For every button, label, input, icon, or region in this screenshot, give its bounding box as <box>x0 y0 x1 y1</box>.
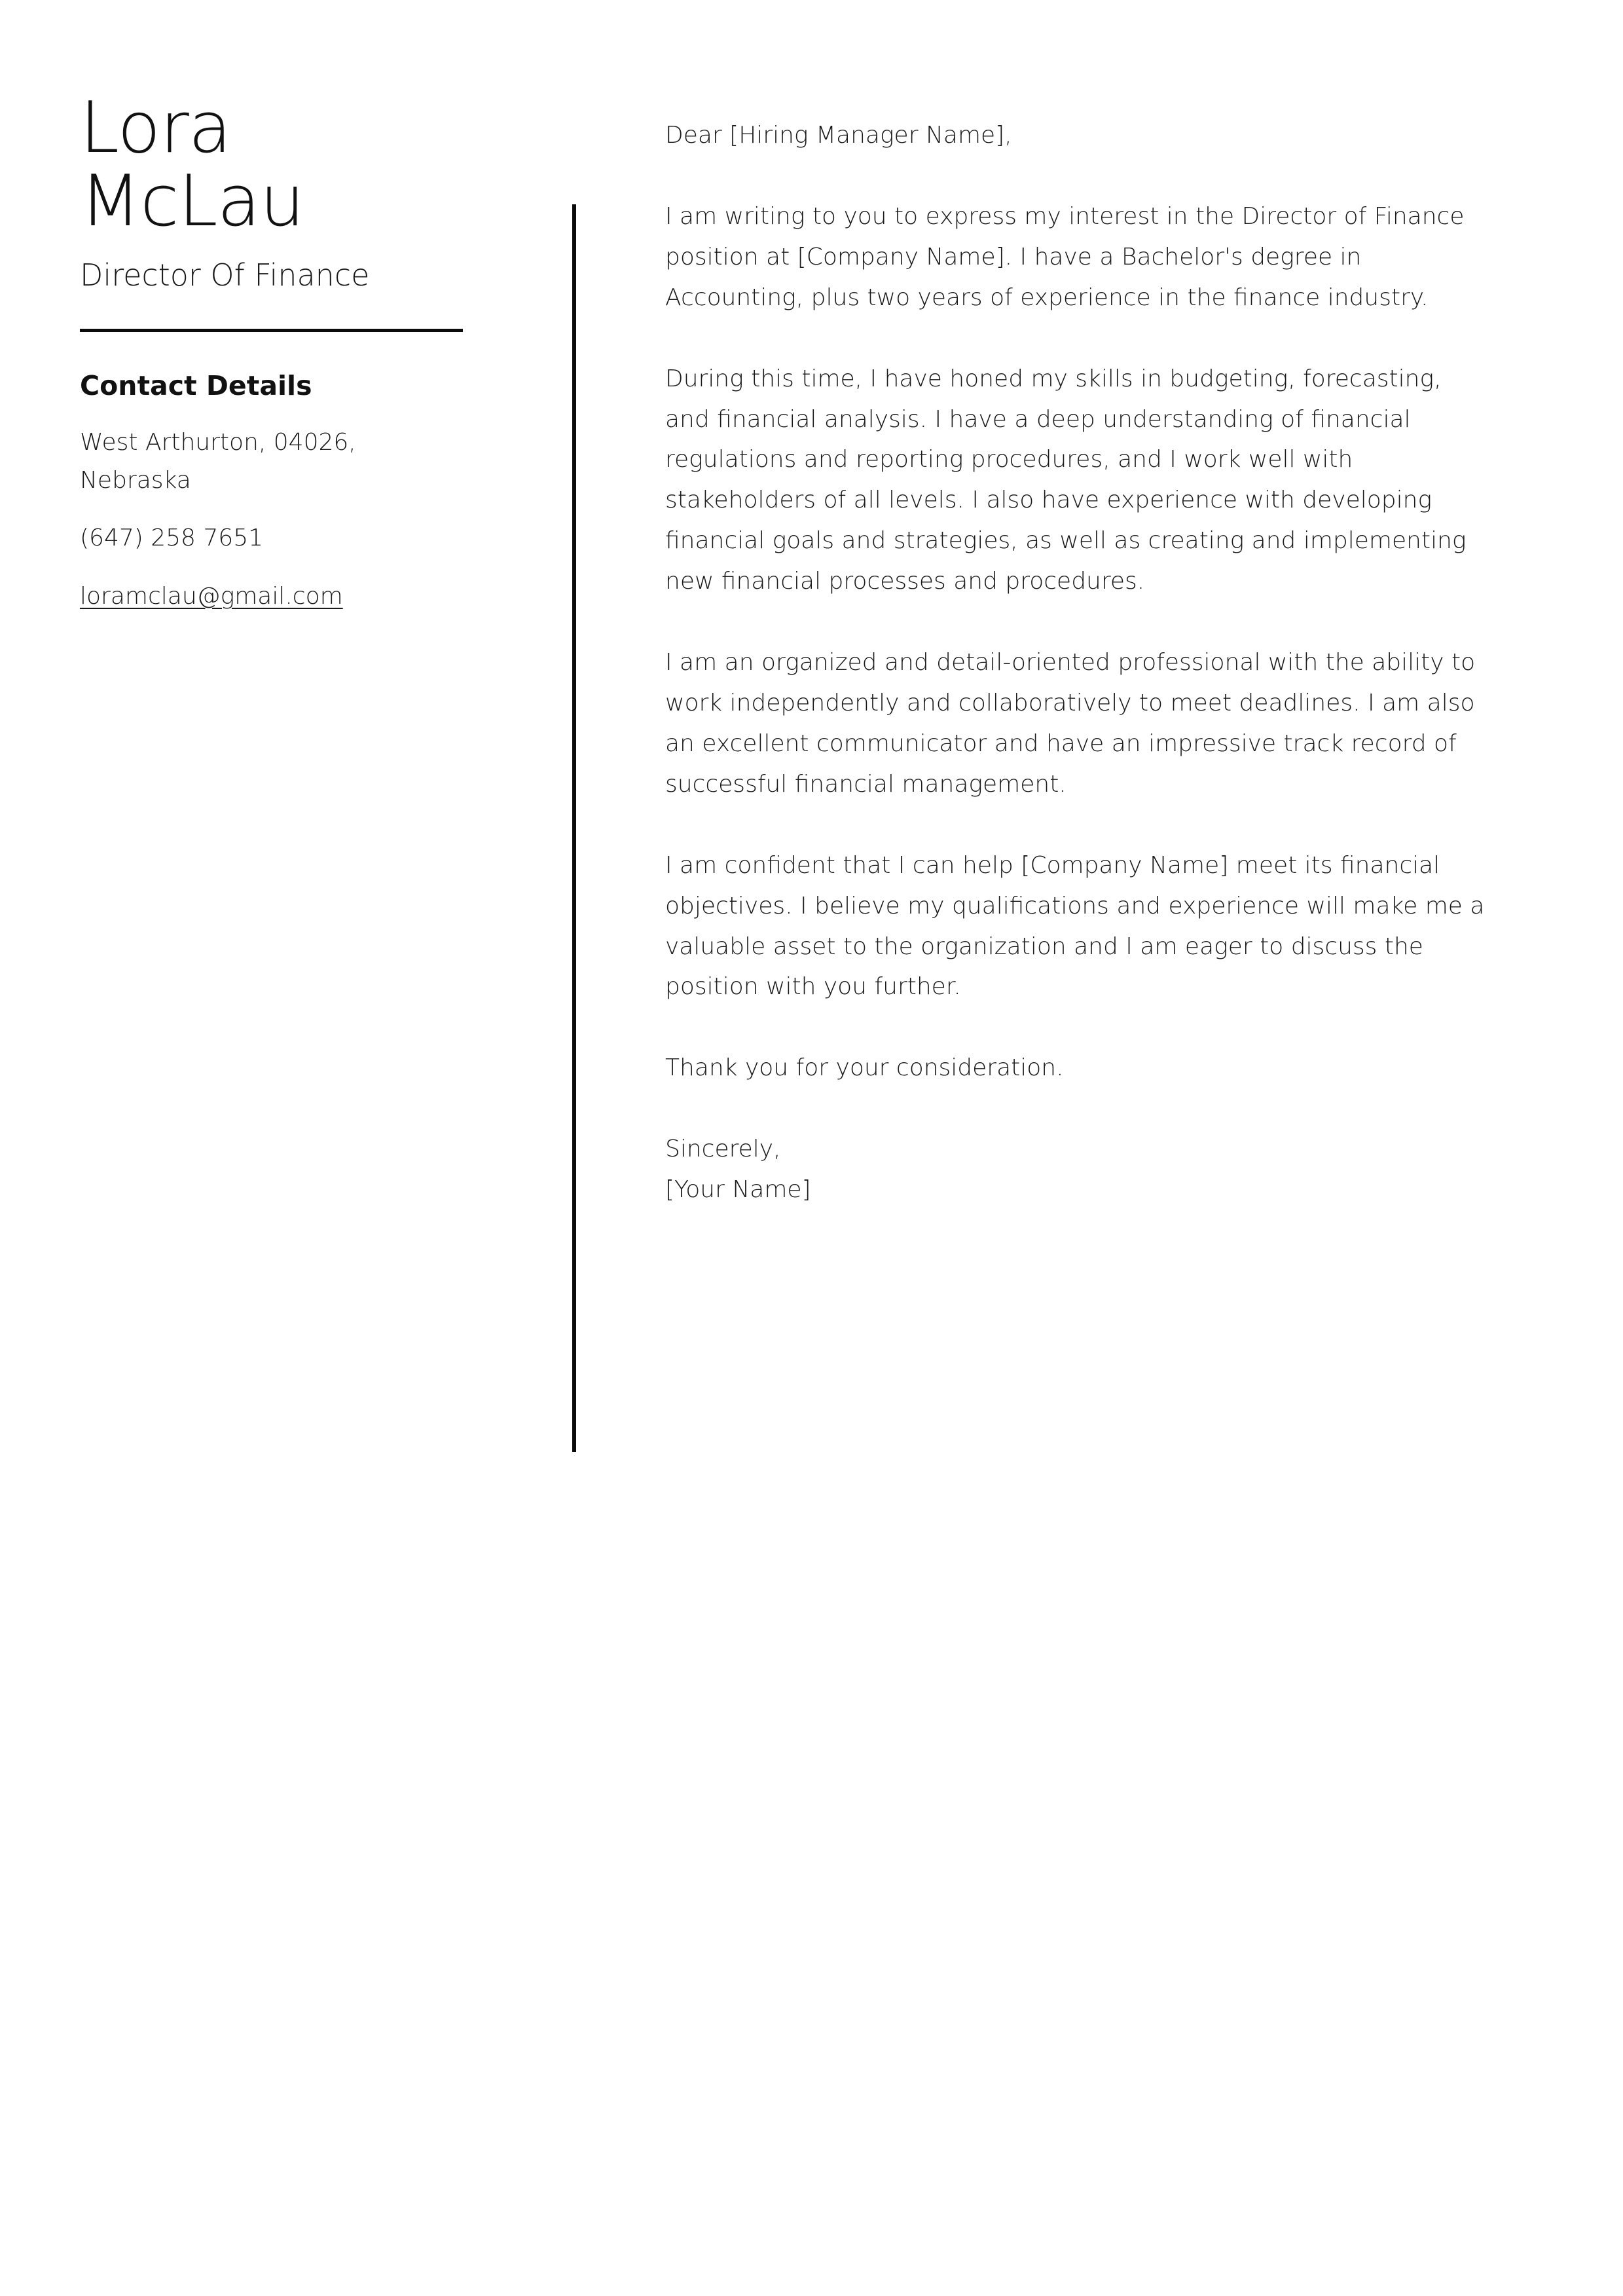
contact-details-heading: Contact Details <box>80 369 312 401</box>
letter-paragraph-2: During this time, I have honed my skills in budgeting, forecasting, and financial analysis. I have a deep understanding of financial regulations and reporting procedures, and I work well with stakeholders of all levels. I also have experience with developing financial goals and strategies, as well as creating and implementing new financial processes and procedures. <box>665 365 1467 595</box>
letter-paragraph-3: I am an organized and detail-oriented professional with the ability to work independently and collaboratively to meet deadlines. I am also an excellent communicator and have an impressive track record of successful financial management. <box>665 649 1476 798</box>
letter-thank-you: Thank you for your consideration. <box>665 1054 1064 1082</box>
letter-paragraph-1: I am writing to you to express my interest in the Director of Finance position at [Company Name]. I have a Bachelor's degree in Accounting, plus two years of experience in the finance industry. <box>665 202 1465 311</box>
letter-salutation: Dear [Hiring Manager Name], <box>665 122 1012 149</box>
header-divider <box>80 329 463 332</box>
sidebar <box>80 87 473 616</box>
letter-body <box>665 115 1487 1210</box>
contact-phone: (647) 258 7651 <box>80 525 264 552</box>
contact-email-link[interactable]: loramclau@gmail.com <box>80 582 343 610</box>
contact-address <box>80 424 473 500</box>
candidate-first-name: Lora <box>80 87 231 169</box>
column-divider <box>572 204 576 1452</box>
letter-paragraph-4: I am confident that I can help [Company Name] meet its financial objectives. I believe my qualifications and experience will make me a valuable asset to the organization and I am eager to discuss the position with you further. <box>665 851 1485 1001</box>
candidate-last-name: McLau <box>80 160 304 243</box>
job-title: Director Of Finance <box>80 257 370 293</box>
letter-closing: Sincerely, <box>665 1136 781 1163</box>
contact-address-line-1: West Arthurton, 04026, <box>80 428 356 456</box>
contact-email-row <box>80 578 473 616</box>
contact-address-line-2: Nebraska <box>80 467 191 494</box>
contact-details-list <box>80 424 473 616</box>
letter-signature: [Your Name] <box>665 1176 811 1204</box>
candidate-name <box>80 87 473 243</box>
